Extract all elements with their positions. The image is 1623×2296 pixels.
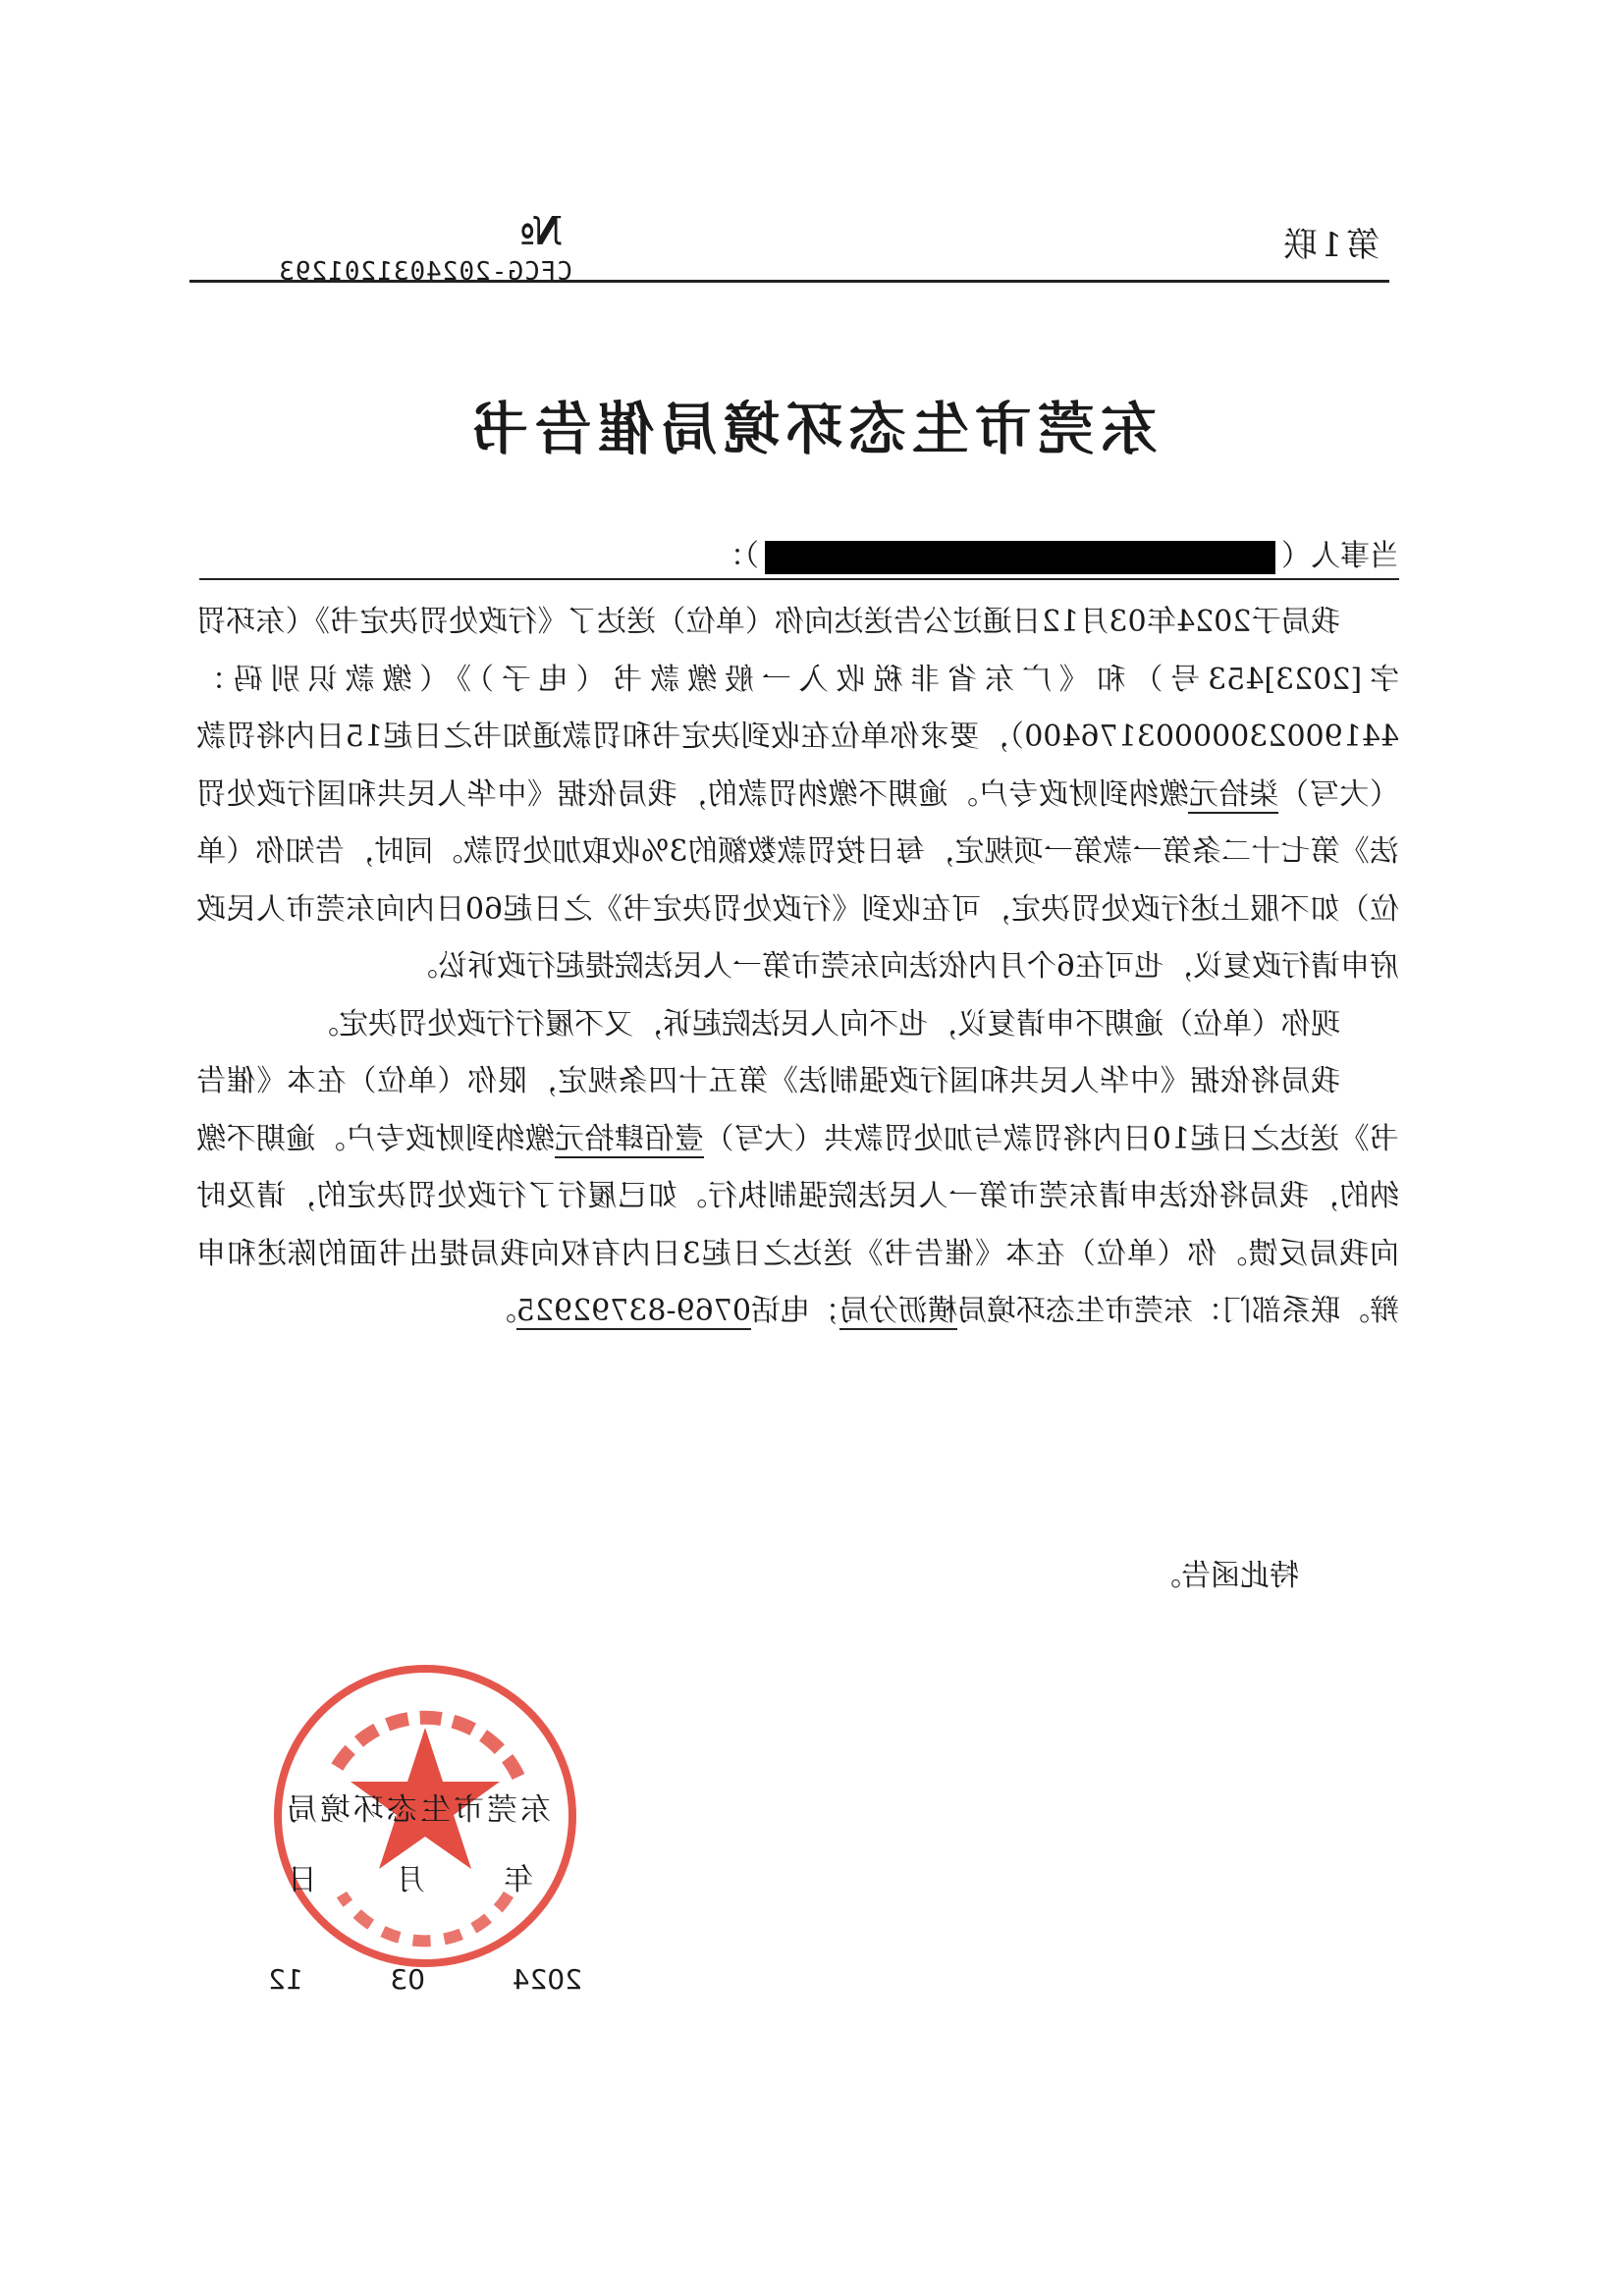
copy-label: 第1联 — [1279, 226, 1380, 265]
total-amount: 壹佰肆拾元 — [554, 1121, 704, 1156]
paragraph-3-text-a: 我局将依据《中华人民共和国行政强制法》第五十四条规定，限你（单位）在本《催告书》送达之日起10日内将罚款与加处罚款共（大写） — [196, 1064, 1399, 1156]
paragraph-2: 现你（单位）逾期不申请复议，也不向人民法院起诉，又不履行行政处罚决定。 — [309, 1006, 1340, 1041]
fine-amount: 柒拾元 — [1188, 776, 1279, 812]
contact-phone: 0769-83792925 — [515, 1294, 751, 1328]
paragraph-1-text-a: 我局于2024年03月12日通过公告送达向你（单位）送达了《行政处罚决定书》（东环罚字[2023]453号）和《广东省非税收入一般缴款书（电子）》（缴款识别码：4419002300000317640​0），要求你单位在收到决定书和罚款通知书之日起15日内将罚款（大写） — [196, 605, 1399, 812]
date-labels — [288, 1855, 533, 1898]
paragraph-1-text-b: 缴纳到财政专户。逾期不缴纳罚款的，我局依据《中华人民共和国行政处罚法》第七十二条第一款第一项规定，每日按罚款数额的3%收取加处罚款。同时，告知你（单位）如不服上述行政处罚决定，可在收到《行政处罚决定书》之日起60日内向东莞市人民政府申请行政复议，也可在6个月内依法向东莞市第一人民法院提起行政诉讼。 — [195, 776, 1399, 984]
contact-department: 横沥分局 — [839, 1294, 957, 1328]
header-rule — [189, 280, 1389, 283]
recipient-prefix: 当事人（ — [1281, 539, 1399, 573]
serial-number-symbol: № — [519, 208, 563, 254]
issue-month: 03 — [390, 1963, 426, 1996]
paragraph-3 — [196, 1053, 1399, 1341]
month-label: 月 — [396, 1863, 425, 1897]
recipient-suffix: ）： — [715, 539, 759, 573]
closing-line: 特此函告。 — [1152, 1559, 1299, 1593]
serial-code: CFCG-2024031201293 — [278, 257, 572, 287]
paragraph-3-text-c: ；电话 — [751, 1294, 839, 1328]
redaction-bar — [765, 541, 1275, 574]
issue-date — [268, 1963, 582, 1996]
year-label: 年 — [504, 1863, 533, 1897]
recipient-line — [199, 535, 1399, 580]
day-label: 日 — [288, 1863, 317, 1897]
issue-day: 12 — [268, 1963, 303, 1996]
paragraph-3-text-b: 缴纳到财政专户。逾期不缴纳的，我局将依法申请东莞市第一人民法院强制执行。如已履行了行政处罚决定的，请及时向我局反馈。你（单位）在本《催告书》送达之日起3日内有权向我局提出书面的陈述和申辩。联系部门：东莞市生态环境局 — [196, 1121, 1399, 1328]
issuer-name: 东莞市生态环境局 — [284, 1792, 551, 1828]
paragraph-3-text-d: 。 — [486, 1294, 516, 1328]
paragraph-1 — [196, 594, 1399, 996]
issue-year: 2024 — [512, 1963, 582, 1996]
document-title: 东莞市生态环境局催告书 — [465, 396, 1158, 462]
body-text — [196, 594, 1399, 1341]
